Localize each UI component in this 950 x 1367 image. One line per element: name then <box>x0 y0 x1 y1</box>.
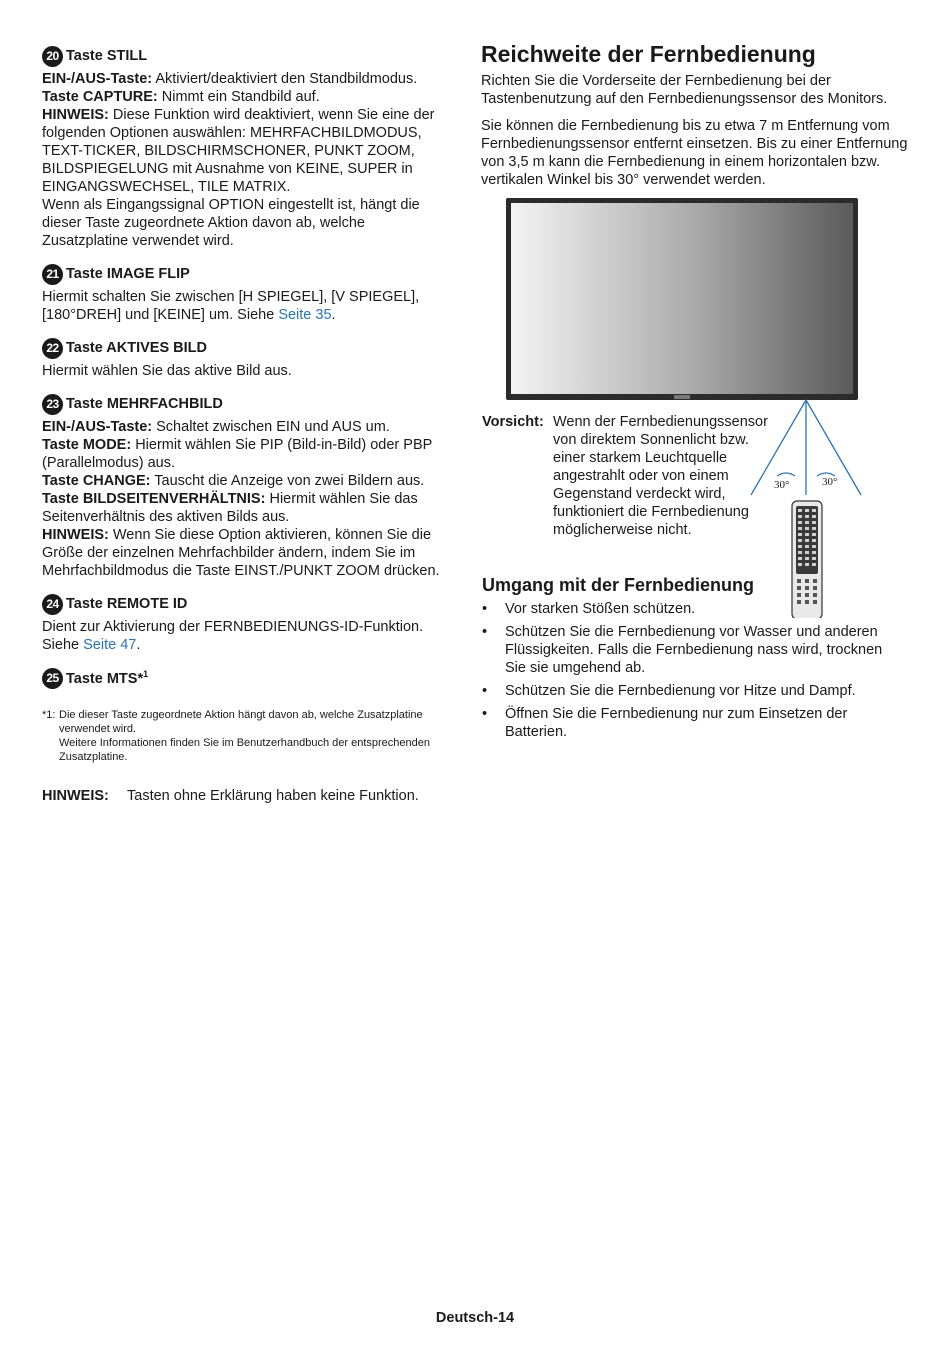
term-label: HINWEIS: <box>42 527 109 543</box>
monitor-sensor <box>674 395 690 399</box>
section-mehrfachbild <box>42 392 452 580</box>
term-text: Tauscht die Anzeige von zwei Bildern aus. <box>150 473 425 489</box>
note-text: Tasten ohne Erklärung haben keine Funktion. <box>127 788 419 804</box>
option-note: Wenn als Eingangssignal OPTION eingestellt ist, hängt die dieser Taste zugeordnete Aktion davon ab, welche Zusatzplatine verwendet wird. <box>42 197 420 249</box>
section-mts <box>42 666 452 690</box>
number-badge: 24 <box>42 594 63 615</box>
body-text: Dient zur Aktivierung der FERNBEDIENUNGS-ID-Funktion. Siehe <box>42 619 424 653</box>
handling-list <box>482 600 900 741</box>
intro-paragraph: Richten Sie die Vorderseite der Fernbedienung bei der Tastenbenutzung auf den Fernbedienungssensor des Monitors. <box>481 73 888 107</box>
list-item: • Schützen Sie die Fernbedienung vor Hitze und Dampf. <box>482 682 900 700</box>
handling-section <box>482 574 900 746</box>
caution-note <box>482 413 782 539</box>
term-text: Wenn Sie diese Option aktivieren, können Sie die Größe der einzelnen Mehrfachbilder ändern, indem Sie im Mehrfachbildmodus die Taste EINST./PUNKT ZOOM drücken. <box>42 527 440 579</box>
term-text: Diese Funktion wird deaktiviert, wenn Sie eine der folgenden Optionen auswählen: MEHRFACHBILDMODUS, TEXT-TICKER, BILDSCHIRMSCHONER, PUNKT ZOOM, BILDSPIEGELUNG mit Ausnahme von KEINE, SUPER in EINGANGSWECHSEL, TILE MATRIX. <box>42 107 435 195</box>
monitor-screen <box>511 203 853 394</box>
term-text: Hiermit wählen Sie das Seitenverhältnis des aktiven Bilds aus. <box>42 491 418 525</box>
note-label: HINWEIS: <box>42 788 109 804</box>
left-column <box>42 44 452 804</box>
number-badge: 23 <box>42 394 63 415</box>
term-label: EIN-/AUS-Taste: <box>42 71 153 87</box>
section-title: Taste AKTIVES BILD <box>66 340 207 356</box>
footnote <box>42 708 452 764</box>
term-label: HINWEIS: <box>42 107 109 123</box>
term-text: Hiermit wählen Sie PIP (Bild-in-Bild) oder PBP (Parallelmodus) aus. <box>42 437 433 471</box>
section-still <box>42 44 452 250</box>
section-image-flip <box>42 262 452 324</box>
footnote-text: Die dieser Taste zugeordnete Aktion hängt davon ab, welche Zusatzplatine verwendet wird. <box>59 709 423 735</box>
section-title: Taste MEHRFACHBILD <box>66 396 223 412</box>
term-label: Taste CHANGE: <box>42 473 151 489</box>
section-remote-id <box>42 592 452 654</box>
term-text: Schaltet zwischen EIN und AUS um. <box>152 419 390 435</box>
section-aktives-bild <box>42 336 452 380</box>
section-title-text: Taste MTS* <box>66 670 144 687</box>
caution-label: Vorsicht: <box>482 414 544 430</box>
right-column <box>481 40 911 740</box>
list-item: • Vor starken Stößen schützen. <box>482 600 900 618</box>
hinweis-note <box>42 788 452 804</box>
term-label: EIN-/AUS-Taste: <box>42 419 153 435</box>
remote-range-figure <box>481 198 911 740</box>
term-label: Taste BILDSEITENVERHÄLTNIS: <box>42 491 266 507</box>
page-link[interactable]: Seite 35 <box>278 307 332 323</box>
term-label: Taste CAPTURE: <box>42 89 158 105</box>
period: . <box>331 307 336 323</box>
footnote-text-2: Weitere Informationen finden Sie im Benutzerhandbuch der entsprechenden Zusatzplatine. <box>59 737 430 763</box>
section-title: Taste REMOTE ID <box>66 596 188 612</box>
caution-text: Wenn der Fernbedienungssensor von direktem Sonnenlicht bzw. einer starkem Leuchtquelle angestrahlt oder von einem Gegenstand verdeckt wird, funktioniert die Fernbedienung möglicherweise nicht. <box>553 414 768 538</box>
number-badge: 21 <box>42 264 63 285</box>
term-text: Nimmt ein Standbild auf. <box>157 89 320 105</box>
list-item: • Öffnen Sie die Fernbedienung nur zum Einsetzen der Batterien. <box>482 705 900 741</box>
handling-heading: Umgang mit der Fernbedienung <box>482 575 755 595</box>
section-title: Taste STILL <box>66 48 148 64</box>
period: . <box>136 637 141 653</box>
range-paragraph: Sie können die Fernbedienung bis zu etwa 7 m Entfernung vom Fernbedienungssensor entfernt einsetzen. Bis zu einer Entfernung von 3,5 m kann die Fernbedienung in einem horizontalen bzw. vertikalen Winkel bis 30° verwendet werden. <box>481 118 908 188</box>
section-title <box>66 669 148 687</box>
number-badge: 22 <box>42 338 63 359</box>
body-text: Hiermit schalten Sie zwischen [H SPIEGEL], [V SPIEGEL], [180°DREH] und [KEINE] um. Siehe <box>42 289 420 323</box>
page-heading: Reichweite der Fernbedienung <box>481 41 816 67</box>
angle-label-right: 30° <box>822 476 838 488</box>
section-title: Taste IMAGE FLIP <box>66 266 190 282</box>
body-text: Hiermit wählen Sie das aktive Bild aus. <box>42 363 292 379</box>
number-badge: 20 <box>42 46 63 67</box>
page-link[interactable]: Seite 47 <box>83 637 137 653</box>
list-item: • Schützen Sie die Fernbedienung vor Wasser und anderen Flüssigkeiten. Falls die Fernbedienung nass wird, trocknen Sie sie umgehend ab. <box>482 623 900 677</box>
angle-label-left: 30° <box>774 479 790 491</box>
footnote-mark: *1: <box>42 709 56 721</box>
number-badge: 25 <box>42 668 63 689</box>
term-text: Aktiviert/deaktiviert den Standbildmodus. <box>152 71 418 87</box>
footnote-ref: 1 <box>143 669 149 680</box>
page-footer: Deutsch-14 <box>435 1310 515 1326</box>
term-label: Taste MODE: <box>42 437 132 453</box>
monitor-diagram <box>481 198 911 618</box>
